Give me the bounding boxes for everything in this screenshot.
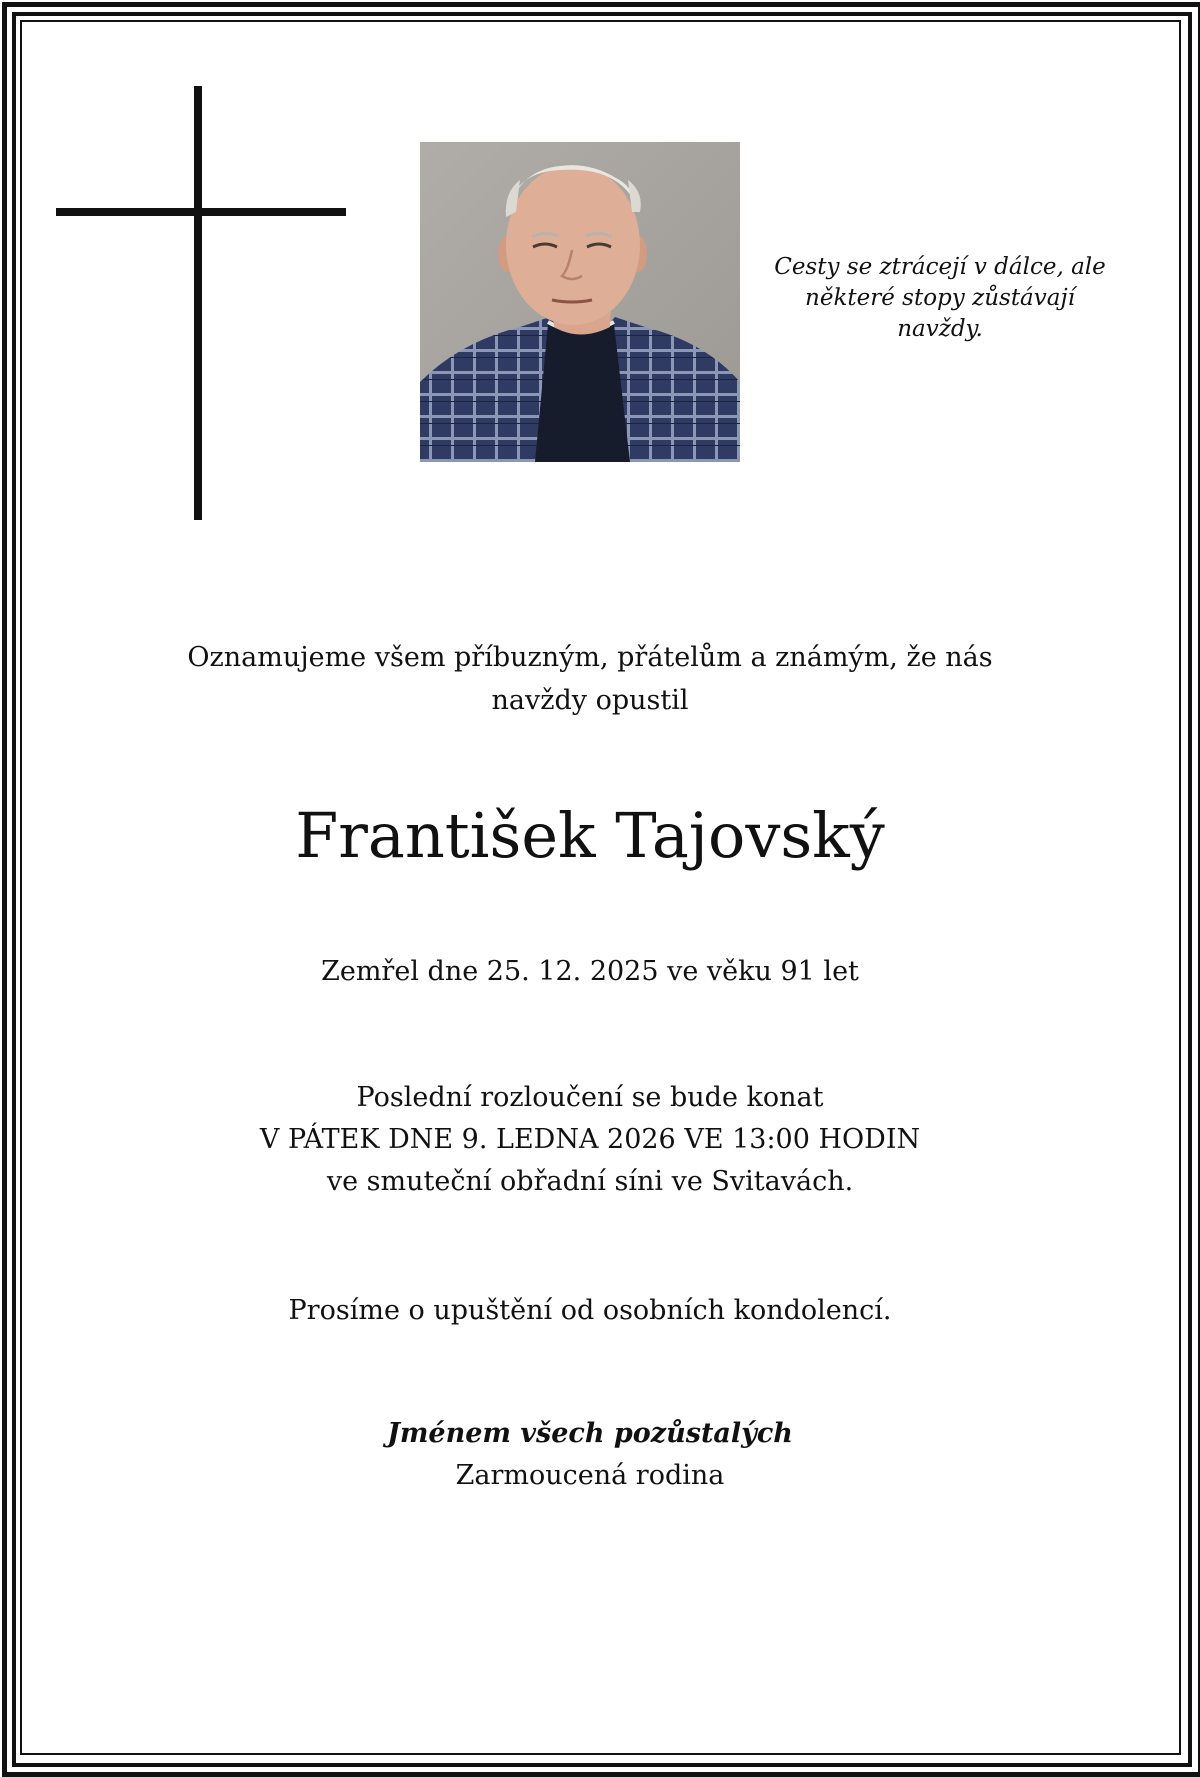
quote-line: některé stopy zůstávají <box>805 285 1075 311</box>
epitaph-quote <box>760 252 1120 345</box>
cross-horizontal-bar <box>56 208 346 216</box>
signature-heading: Jménem všech pozůstalých <box>387 1418 793 1449</box>
announcement-line: Oznamujeme všem příbuzným, přátelům a známým, že nás <box>187 642 993 673</box>
signature <box>0 1413 1180 1497</box>
cross-icon <box>56 86 346 520</box>
funeral-details <box>0 1077 1180 1203</box>
portrait-photo <box>420 142 740 462</box>
cross-vertical-bar <box>194 86 202 520</box>
signature-family: Zarmoucená rodina <box>455 1460 725 1491</box>
announcement <box>0 636 1180 722</box>
funeral-place-line: ve smuteční obřadní síni ve Svitavách. <box>326 1166 854 1197</box>
funeral-line: Poslední rozloučení se bude konat <box>356 1082 824 1113</box>
condolences-note: Prosíme o upuštění od osobních kondolencí. <box>288 1295 892 1326</box>
death-info: Zemřel dne 25. 12. 2025 ve věku 91 let <box>321 956 859 987</box>
quote-line: Cesty se ztrácejí v dálce, ale <box>774 254 1106 280</box>
deceased-name: František Tajovský <box>295 799 885 872</box>
quote-line: navždy. <box>897 316 983 342</box>
funeral-date-line: V PÁTEK DNE 9. LEDNA 2026 VE 13:00 HODIN <box>259 1124 921 1155</box>
announcement-line: navždy opustil <box>491 685 689 716</box>
